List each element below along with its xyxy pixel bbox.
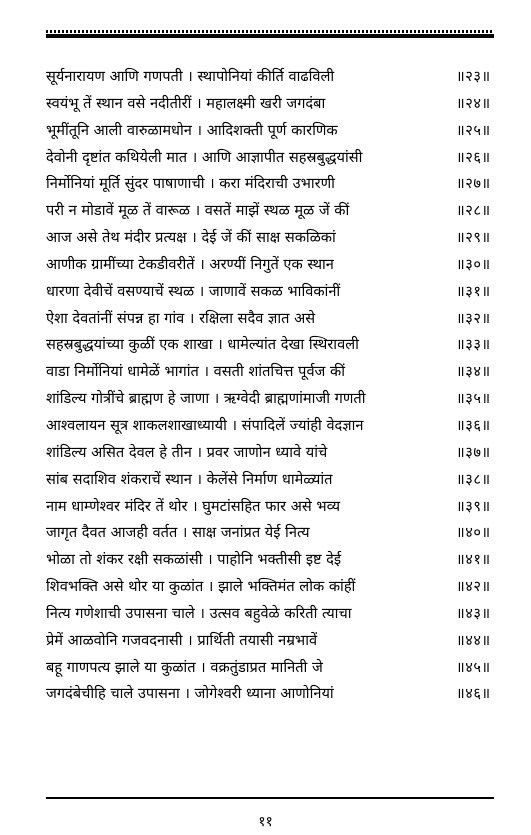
verse-number: ॥४५॥ [456,658,491,676]
verse-text: सांब सदाशिव शंकराचें स्थान । केलेंसे निर्माण धामेळ्यांत [46,470,333,488]
verse-number: ॥४०॥ [456,524,491,542]
verse-line [46,198,508,225]
verse-number: ॥३६॥ [456,416,491,434]
verse-number: ॥२७॥ [456,175,491,193]
verse-text: सहस्रबुद्धयांच्या कुळीं एक शाखा । धामेल्यांत देखा स्थिरावली [46,336,359,354]
verse-text: वाडा निर्मोनियां धामेळें भागांत । वसती शांतचित्त पूर्वज कीं [46,363,346,381]
verse-line [46,494,508,521]
verse-text: नाम धाम्णेश्वर मंदिर तें थोर । घुमटांसहित फार असे भव्य [46,497,341,515]
verse-list [46,64,508,708]
verse-text: आज असे तेथ मंदीर प्रत्यक्ष । देई जें कीं साक्ष सकळिकां [46,229,336,247]
verse-line [46,91,508,118]
verse-line [46,306,508,333]
verse-text: जागृत दैवत आजही वर्तत । साक्ष जनांप्रत येई नित्य [46,524,310,542]
verse-text: भूमींतूनि आली वारुळामधोन । आदिशक्ती पूर्ण कारणिक [46,121,338,139]
verse-line [46,279,508,306]
verse-number: ॥३२॥ [456,309,491,327]
verse-line [46,145,508,172]
verse-number: ॥३४॥ [456,363,491,381]
verse-line [46,171,508,198]
verse-number: ॥४१॥ [456,551,491,569]
verse-number: ॥२३॥ [456,68,491,85]
verse-line [46,64,508,91]
verse-text: स्वयंभू तें स्थान वसे नदीतीरीं । महालक्ष्मी खरी जगदंबा [46,94,326,112]
verse-line [46,467,508,494]
verse-number: ॥३१॥ [456,282,491,300]
verse-number: ॥३९॥ [456,497,491,515]
verse-text: प्रेमें आळवोनि गजवदनासी । प्रार्थिती तयासी नम्रभावें [46,631,318,649]
verse-text: बहू गाणपत्य झाले या कुळांत । वक्रतुंडाप्रत मानिती जे [46,658,323,676]
verse-line [46,332,508,359]
verse-line [46,118,508,145]
verse-number: ॥४६॥ [456,685,491,703]
verse-number: ॥२८॥ [456,202,491,220]
verse-number: ॥२६॥ [456,148,491,166]
bottom-rule [46,797,494,799]
verse-line [46,520,508,547]
verse-text: शांडिल्य गोत्रींचे ब्राह्मण हे जाणा । ऋग्वेदी ब्राह्मणांमाजी गणती [46,390,366,408]
verse-number: ॥३८॥ [456,470,491,488]
verse-line [46,574,508,601]
verse-line [46,681,508,708]
verse-text: देवोनी दृष्टांत कथियेली मात । आणि आज्ञापीत सहस्रबुद्धयांसी [46,148,363,166]
verse-text: भोळा तो शंकर रक्षी सकळांसी । पाहोनि भक्तीसी इष्ट देई [46,551,342,569]
verse-line [46,440,508,467]
verse-number: ॥२४॥ [456,94,491,112]
verse-text: सूर्यनारायण आणि गणपती । स्थापोनियां कीर्ति वाढविली [46,68,335,85]
verse-text: शिवभक्ति असे थोर या कुळांत । झाले भक्तिमंत लोक कांहीं [46,578,356,596]
verse-number: ॥३५॥ [456,390,491,408]
verse-number: ॥४४॥ [456,631,491,649]
verse-number: ॥३७॥ [456,443,491,461]
verse-number: ॥४३॥ [456,604,491,622]
top-ornament [46,30,494,33]
verse-line [46,601,508,628]
verse-line [46,655,508,682]
verse-text: परी न मोडावें मूळ तें वारूळ । वसतें माझें स्थळ मूळ जें कीं [46,202,350,220]
verse-text: शांडिल्य असित देवल हे तीन । प्रवर जाणोन ध्यावे यांचे [46,443,328,461]
verse-line [46,547,508,574]
verse-line [46,628,508,655]
verse-text: नित्य गणेशाची उपासना चाले । उत्सव बहुवेळे करिती त्याचा [46,604,352,622]
verse-line [46,225,508,252]
verse-text: आणीक ग्रामींच्या टेकडीवरीतें । अरण्यीं निगुतें एक स्थान [46,255,334,273]
verse-text: ऐशा देवतांनीं संपन्न हा गांव । रक्षिला सदैव ज्ञात असे [46,309,316,327]
verse-line [46,413,508,440]
verse-text: जगदंबेचीहि चाले उपासना । जोगेश्वरी ध्याना आणोनियां [46,685,334,703]
verse-number: ॥२९॥ [456,229,491,247]
verse-text: आश्वलायन सूत्र शाकलशाखाध्यायी । संपादिलें ज्यांही वेदज्ञान [46,416,364,434]
verse-line [46,359,508,386]
verse-line [46,386,508,413]
verse-line [46,252,508,279]
page-number: ११ [258,814,273,830]
verse-number: ॥२५॥ [456,121,491,139]
verse-number: ॥४२॥ [456,578,491,596]
verse-number: ॥३०॥ [456,255,491,273]
verse-text: निर्मोनियां मूर्ति सुंदर पाषाणाची । करा मंदिराची उभारणी [46,175,335,193]
top-rule [46,34,494,38]
verse-number: ॥३३॥ [456,336,491,354]
verse-text: धारणा देवीचें वसण्याचें स्थळ । जाणावें सकळ भाविकांनीं [46,282,341,300]
